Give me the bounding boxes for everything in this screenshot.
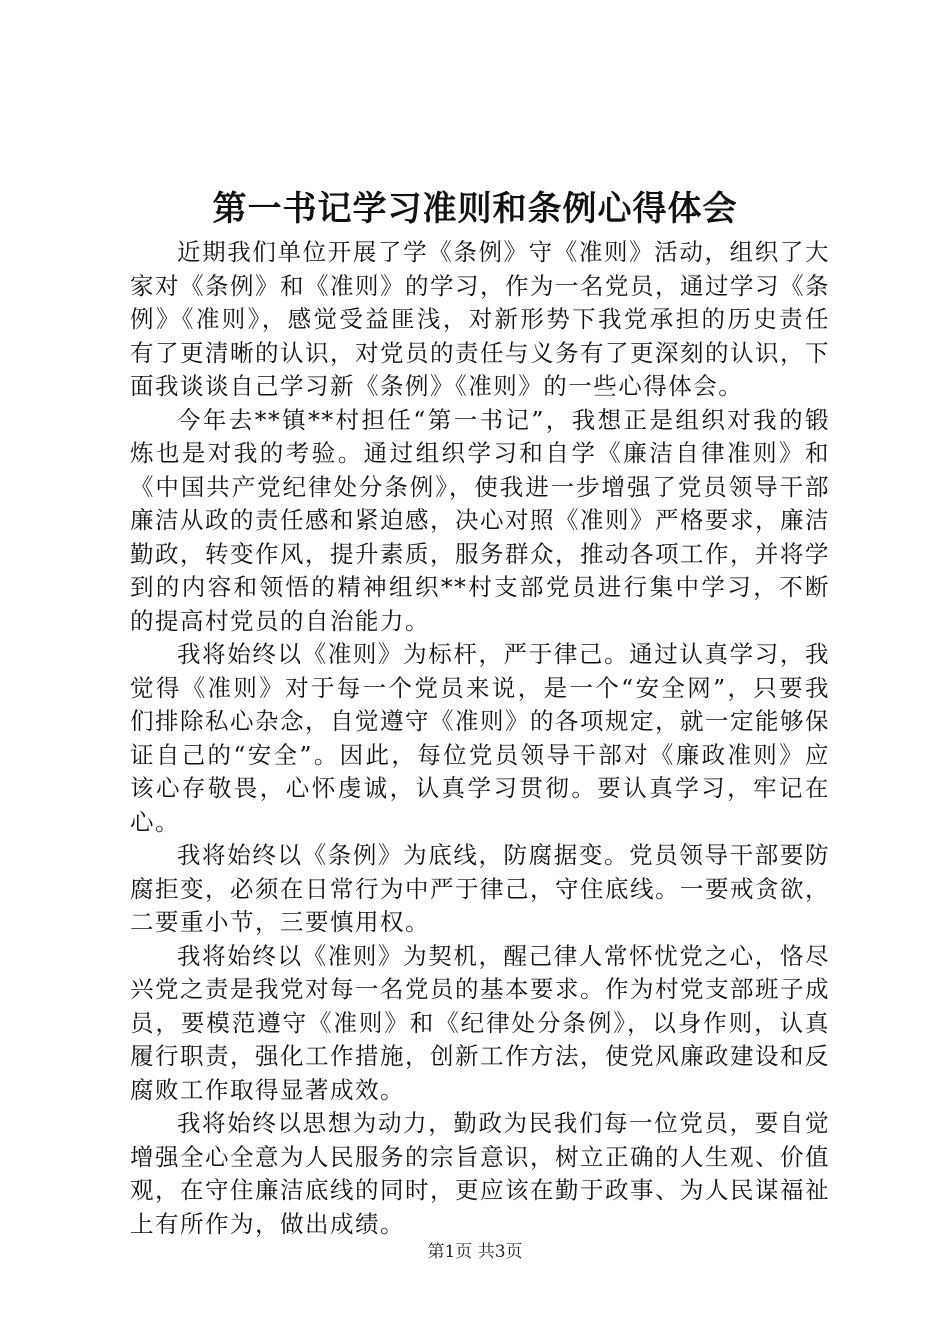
paragraph-4: 我将始终以《条例》为底线，防腐据变。党员领导干部要防腐拒变，必须在日常行为中严于律己，守住底线。一要戒贪欲，二要重小节，三要慎用权。 xyxy=(130,841,830,936)
paragraph-1: 近期我们单位开展了学《条例》守《准则》活动，组织了大家对《条例》和《准则》的学习，作为一名党员，通过学习《条例》《准则》，感觉受益匪浅，对新形势下我党承担的历史责任有了更清晰的认识，对党员的责任与义务有了更深刻的认识，下面我谈谈自己学习新《条例》《准则》的一些心得体会。 xyxy=(130,238,830,400)
document-title: 第一书记学习准则和条例心得体会 xyxy=(212,189,738,229)
paragraph-3: 我将始终以《准则》为标杆，严于律己。通过认真学习，我觉得《准则》对于每一个党员来说，是一个“安全网”，只要我们排除私心杂念，自觉遵守《准则》的各项规定，就一定能够保证自己的“安全”。因此，每位党员领导干部对《廉政准则》应该心存敬畏，心怀虔诚，认真学习贯彻。要认真学习，牢记在心。 xyxy=(130,640,830,836)
paragraph-5: 我将始终以《准则》为契机，醒己律人常怀忧党之心，恪尽兴党之责是我党对每一名党员的基本要求。作为村党支部班子成员，要模范遵守《准则》和《纪律处分条例》，以身作则，认真履行职责，强化工作措施，创新工作方法，使党风廉政建设和反腐败工作取得显著成效。 xyxy=(130,941,830,1104)
page-number-footer: 第1页 共3页 xyxy=(427,1242,523,1262)
paragraph-2: 今年去**镇**村担任“第一书记”，我想正是组织对我的锻炼也是对我的考验。通过组织学习和自学《廉洁自律准则》和《中国共产党纪律处分条例》，使我进一步增强了党员领导干部廉洁从政的责任感和紧迫感，决心对照《准则》严格要求，廉洁勤政，转变作风，提升素质，服务群众，推动各项工作，并将学到的内容和领悟的精神组织**村支部党员进行集中学习，不断的提高村党员的自治能力。 xyxy=(130,405,830,635)
document-body xyxy=(130,236,830,1241)
paragraph-6: 我将始终以思想为动力，勤政为民我们每一位党员，要自觉增强全心全意为人民服务的宗旨意识，树立正确的人生观、价值观，在守住廉洁底线的同时，更应该在勤于政事、为人民谋福祉上有所作为，做出成绩。 xyxy=(130,1109,830,1238)
